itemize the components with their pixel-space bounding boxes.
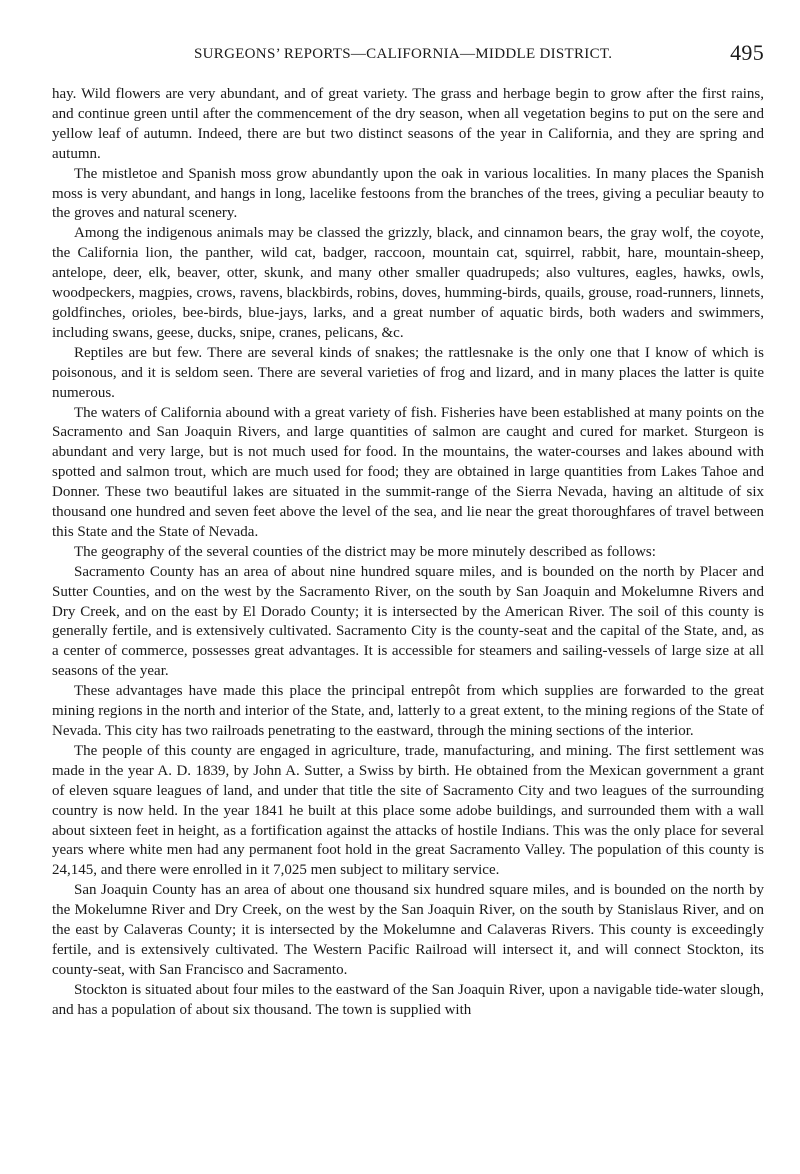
running-head	[52, 40, 764, 68]
paragraph-people: The people of this county are engaged in agriculture, trade, manufacturing, and mining. The first settlement was made in the year A. D. 1839, by John A. Sutter, a Swiss by birth. He obtained from the Mexican government a grant of eleven square leagues of land, and under that title the site of Sacramento City and two leagues of the surrounding country is now held. In the year 1841 he built at this place some adobe buildings, and surrounded them with a wall about sixteen feet in height, as a fortification against the attacks of hostile Indians. This was the only place for several years where white men had any permanent foot hold in the great Sacramento Valley. The population of this county is 24,145, and there were enrolled in it 7,025 men subject to military service.	[52, 742, 764, 879]
paragraph-reptiles: Reptiles are but few. There are several kinds of snakes; the rattlesnake is the only one that I know of which is poisonous, and it is seldom seen. There are several varieties of frog and lizard, and in many places the latter is quite numerous.	[52, 344, 764, 401]
body-text	[52, 85, 764, 1021]
paragraph-fish: The waters of California abound with a great variety of fish. Fisheries have been established at many points on the Sacramento and San Joaquin Rivers, and large quantities of salmon are caught and cured for market. Sturgeon is abundant and very large, but is not much used for food. In the mountains, the water-courses and lakes abound with spotted and salmon trout, which are much used for food; they are obtained in large quantities from Lakes Tahoe and Donner. These two beautiful lakes are situated in the summit-range of the Sierra Nevada, having an altitude of six thousand one hundred and seven feet above the level of the sea, and lie near the great thoroughfares of travel between this State and the State of Nevada.	[52, 404, 764, 540]
paragraph-animals: Among the indigenous animals may be classed the grizzly, black, and cinnamon bears, the gray wolf, the coyote, the California lion, the panther, wild cat, badger, raccoon, mountain cat, squirrel, rabbit, hare, mountain-sheep, antelope, deer, elk, beaver, otter, skunk, and many other smaller quadrupeds; also vultures, eagles, hawks, owls, woodpeckers, magpies, crows, ravens, blackbirds, robins, doves, humming-birds, quails, grouse, road-runners, linnets, goldfinches, orioles, bee-birds, blue-jays, larks, and a great number of aquatic birds, both waders and swimmers, including swans, geese, ducks, snipe, cranes, pelicans, &c.	[52, 225, 764, 341]
paragraph-hay-flowers: hay. Wild flowers are very abundant, and of great variety. The grass and herbage begin to grow after the first rains, and continue green until after the commencement of the dry season, when all vegetation begins to put on the sere and yellow leaf of autumn. Indeed, there are but two distinct seasons of the year in California, and they are spring and autumn.	[52, 86, 764, 162]
paragraph-geography-intro: The geography of the several counties of the district may be more minutely described as follows:	[74, 543, 656, 560]
paragraph-sacramento-county: Sacramento County has an area of about nine hundred square miles, and is bounded on the north by Placer and Sutter Counties, and on the west by the Sacramento River, on the south by San Joaquin and Mokelumne Rivers and Dry Creek, and on the east by El Dorado County; it is intersected by the American River. The soil of this county is generally fertile, and is extensively cultivated. Sacramento City is the county-seat and the capital of the State, and, as a center of commerce, possesses great advantages. It is accessible for steamers and sailing-vessels of large size at all seasons of the year.	[52, 563, 764, 680]
paragraph-advantages: These advantages have made this place the principal entrepôt from which supplies are forwarded to the great mining regions in the north and interior of the State, and, latterly to a great extent, to the mining regions of the State of Nevada. This city has two railroads penetrating to the eastward, through the mining sections of the interior.	[52, 683, 764, 739]
paragraph-san-joaquin-county: San Joaquin County has an area of about one thousand six hundred square miles, and is bounded on the north by the Mokelumne River and Dry Creek, on the west by the San Joaquin River, on the south by Stanislaus River, and on the east by Calaveras County; it is intersected by the Mokelumne and Calaveras Rivers. This county is exceedingly fertile, and is extensively cultivated. The Western Pacific Railroad will intersect it, and will connect Stockton, its county-seat, with San Francisco and Sacramento.	[52, 882, 764, 978]
page-number: 495	[730, 40, 764, 65]
document-page	[52, 40, 764, 1021]
paragraph-mistletoe: The mistletoe and Spanish moss grow abundantly upon the oak in various localities. In many places the Spanish moss is very abundant, and hangs in long, lacelike festoons from the branches of the trees, giving a peculiar beauty to the groves and natural scenery.	[52, 165, 764, 222]
running-head-title: SURGEONS’ REPORTS—CALIFORNIA—MIDDLE DISTRICT.	[194, 46, 613, 62]
paragraph-stockton: Stockton is situated about four miles to the eastward of the San Joaquin River, upon a navigable tide-water slough, and has a population of about six thousand. The town is supplied with	[52, 981, 764, 1018]
